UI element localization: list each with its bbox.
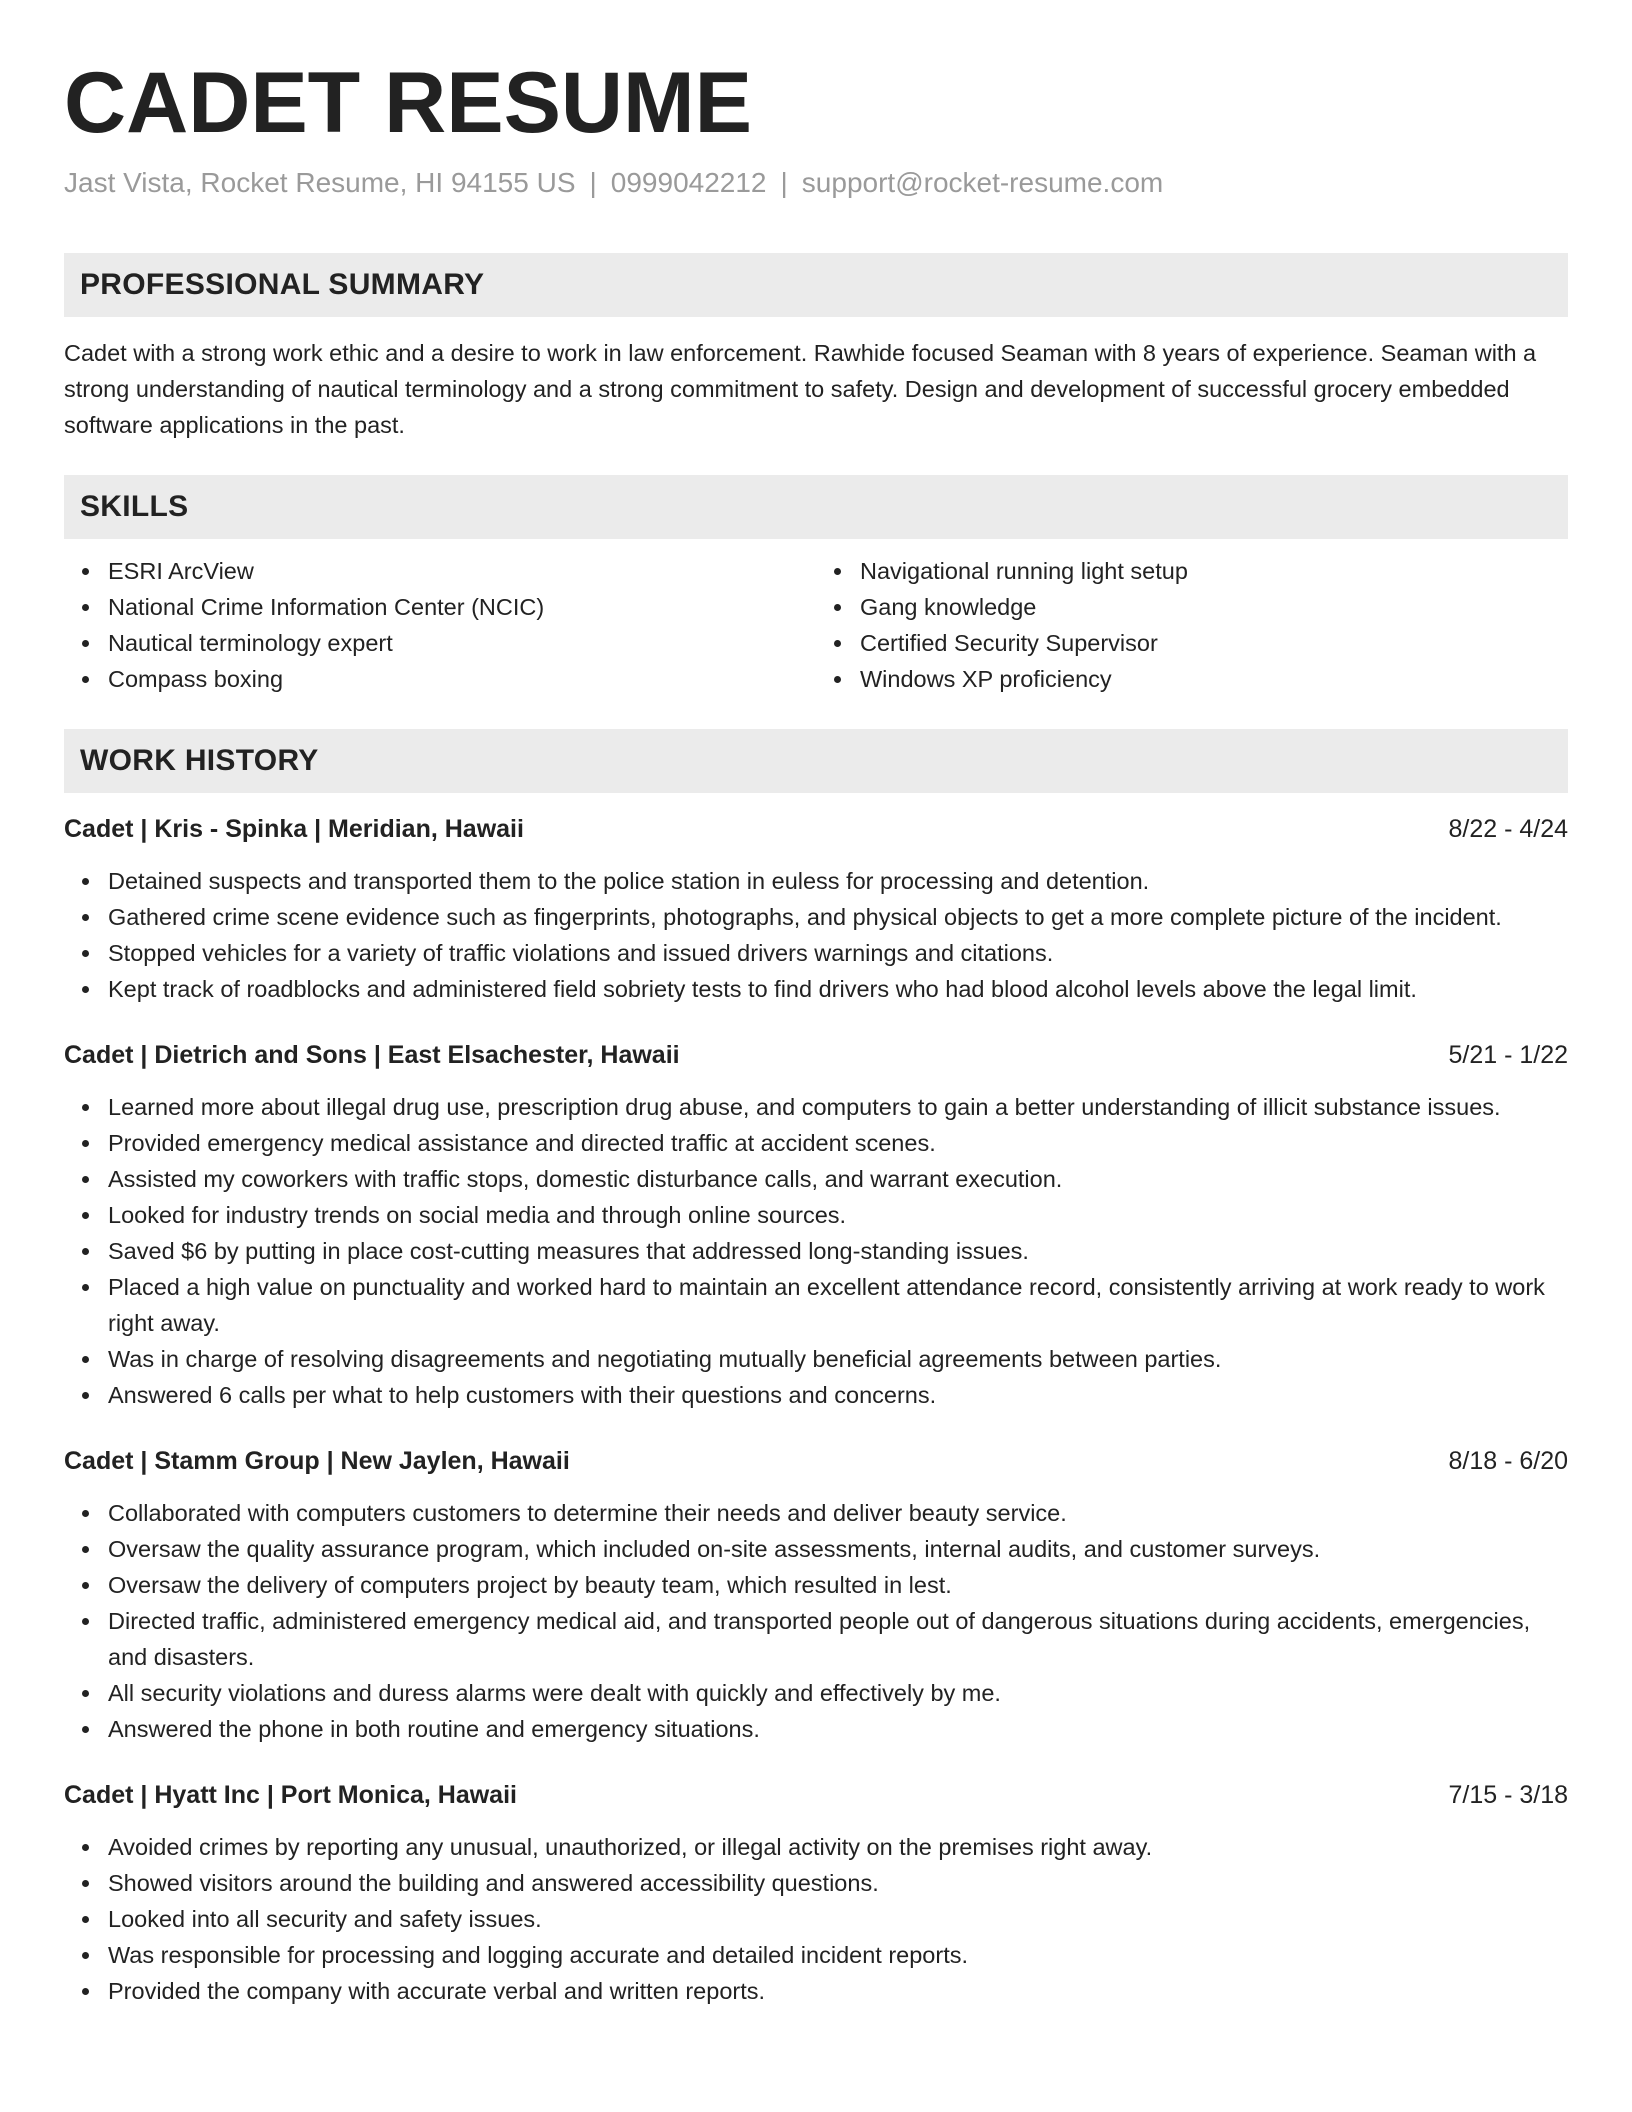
job-bullet-item-text: Oversaw the quality assurance program, which included on-site assessments, internal audits, and customer surveys.: [108, 1535, 1321, 1562]
contact-email: support@rocket-resume.com: [801, 166, 1164, 198]
skills-column-left: [64, 553, 816, 697]
bullet-dot-icon: [82, 914, 89, 921]
job-dates: 8/18 - 6/20: [1448, 1446, 1568, 1475]
skill-item: [816, 589, 1568, 625]
contact-separator: |: [780, 166, 788, 198]
bullet-dot-icon: [82, 1248, 89, 1255]
bullet-dot-icon: [82, 986, 89, 993]
skill-item: [64, 589, 816, 625]
job-bullet-item: [64, 1865, 1568, 1901]
job-title: Cadet | Hyatt Inc | Port Monica, Hawaii: [64, 1780, 517, 1809]
job-bullet-item: [64, 1603, 1568, 1675]
bullet-dot-icon: [82, 1618, 89, 1625]
bullet-dot-icon: [82, 1952, 89, 1959]
job-bullet-item: [64, 1567, 1568, 1603]
skill-item-text: ESRI ArcView: [108, 557, 254, 584]
bullet-dot-icon: [82, 568, 89, 575]
skill-item-text: National Crime Information Center (NCIC): [108, 593, 545, 620]
job-bullet-item-text: Was responsible for processing and logging accurate and detailed incident reports.: [108, 1941, 968, 1968]
resume-name: CADET RESUME: [64, 55, 753, 151]
job-bullet-item-text: Avoided crimes by reporting any unusual, unauthorized, or illegal activity on the premises right away.: [108, 1833, 1153, 1860]
contact-line: [64, 165, 1568, 201]
job-bullet-item-text: Answered the phone in both routine and emergency situations.: [108, 1715, 760, 1742]
bullet-dot-icon: [82, 1916, 89, 1923]
summary-text: Cadet with a strong work ethic and a desire to work in law enforcement. Rawhide focused Seaman with 8 years of experience. Seaman with a strong understanding of nautical terminology and a strong commitment to safety. Design and development of successful grocery embedded software applications in the past.: [64, 339, 1537, 438]
job-title: Cadet | Stamm Group | New Jaylen, Hawaii: [64, 1446, 570, 1475]
bullet-dot-icon: [82, 1546, 89, 1553]
skill-item: [64, 661, 816, 697]
job-bullet-item-text: Oversaw the delivery of computers project by beauty team, which resulted in lest.: [108, 1571, 952, 1598]
skill-item-text: Nautical terminology expert: [108, 629, 393, 656]
skill-item: [64, 553, 816, 589]
job-dates: 7/15 - 3/18: [1448, 1780, 1568, 1809]
bullet-dot-icon: [82, 1880, 89, 1887]
contact-separator: |: [589, 166, 597, 198]
bullet-dot-icon: [82, 1140, 89, 1147]
job-bullet-item-text: All security violations and duress alarms were dealt with quickly and effectively by me.: [108, 1679, 1001, 1706]
bullet-dot-icon: [82, 1284, 89, 1291]
job-bullet-item: [64, 1711, 1568, 1747]
bullet-dot-icon: [82, 1176, 89, 1183]
job-title-row: [64, 811, 1568, 847]
job-bullet-item-text: Detained suspects and transported them to the police station in euless for processing and detention.: [108, 867, 1150, 894]
bullet-dot-icon: [82, 1844, 89, 1851]
job-bullet-item: [64, 1269, 1568, 1341]
job-bullet-item: [64, 1125, 1568, 1161]
bullet-dot-icon: [82, 676, 89, 683]
job-title-row: [64, 1443, 1568, 1479]
job-bullets: [64, 1829, 1568, 2009]
job-bullet-item-text: Gathered crime scene evidence such as fingerprints, photographs, and physical objects to get a more complete picture of the incident.: [108, 903, 1502, 930]
section-header-skills: SKILLS: [64, 475, 1568, 539]
job-bullet-item-text: Provided the company with accurate verbal and written reports.: [108, 1977, 766, 2004]
section-header-work-history: WORK HISTORY: [64, 729, 1568, 793]
contact-phone: 0999042212: [610, 166, 767, 198]
job-bullet-item: [64, 1233, 1568, 1269]
job-bullet-item: [64, 1377, 1568, 1413]
bullet-dot-icon: [82, 1392, 89, 1399]
job-entry: [64, 811, 1568, 1007]
bullet-dot-icon: [82, 1726, 89, 1733]
bullet-dot-icon: [834, 676, 841, 683]
job-bullets: [64, 863, 1568, 1007]
skill-item-text: Compass boxing: [108, 665, 284, 692]
job-bullet-item: [64, 1675, 1568, 1711]
job-bullet-item-text: Learned more about illegal drug use, prescription drug abuse, and computers to gain a better understanding of illicit substance issues.: [108, 1093, 1501, 1120]
bullet-dot-icon: [82, 950, 89, 957]
job-entry: [64, 1443, 1568, 1747]
job-bullet-item-text: Looked for industry trends on social media and through online sources.: [108, 1201, 847, 1228]
job-bullet-item: [64, 1197, 1568, 1233]
job-bullets: [64, 1495, 1568, 1747]
job-dates: 5/21 - 1/22: [1448, 1040, 1568, 1069]
job-bullet-item: [64, 935, 1568, 971]
skills-column-right: [816, 553, 1568, 697]
skill-item: [64, 625, 816, 661]
contact-address: Jast Vista, Rocket Resume, HI 94155 US: [64, 166, 576, 198]
bullet-dot-icon: [82, 1212, 89, 1219]
job-bullet-item: [64, 1089, 1568, 1125]
bullet-dot-icon: [82, 1582, 89, 1589]
job-entry: [64, 1037, 1568, 1413]
skill-item-text: Navigational running light setup: [860, 557, 1188, 584]
bullet-dot-icon: [82, 604, 89, 611]
job-entry: [64, 1777, 1568, 2009]
job-bullet-item-text: Saved $6 by putting in place cost-cutting measures that addressed long-standing issues.: [108, 1237, 1029, 1264]
job-bullet-item-text: Directed traffic, administered emergency medical aid, and transported people out of dangerous situations during accidents, emergencies, and disasters.: [108, 1607, 1531, 1670]
job-title: Cadet | Dietrich and Sons | East Elsachester, Hawaii: [64, 1040, 680, 1069]
job-bullet-item-text: Showed visitors around the building and answered accessibility questions.: [108, 1869, 879, 1896]
job-bullet-item-text: Placed a high value on punctuality and worked hard to maintain an excellent attendance record, consistently arriving at work ready to work right away.: [108, 1273, 1545, 1336]
job-bullet-item-text: Kept track of roadblocks and administered field sobriety tests to find drivers who had blood alcohol levels above the legal limit.: [108, 975, 1417, 1002]
job-bullets: [64, 1089, 1568, 1413]
job-title-row: [64, 1037, 1568, 1073]
job-bullet-item: [64, 1937, 1568, 1973]
bullet-dot-icon: [82, 1510, 89, 1517]
bullet-dot-icon: [834, 640, 841, 647]
skill-item-text: Gang knowledge: [860, 593, 1037, 620]
job-title: Cadet | Kris - Spinka | Meridian, Hawaii: [64, 814, 524, 843]
job-bullet-item-text: Provided emergency medical assistance and directed traffic at accident scenes.: [108, 1129, 936, 1156]
job-bullet-item: [64, 1495, 1568, 1531]
skill-item: [816, 553, 1568, 589]
job-bullet-item: [64, 1901, 1568, 1937]
skill-item: [816, 661, 1568, 697]
job-bullet-item-text: Collaborated with computers customers to determine their needs and deliver beauty service.: [108, 1499, 1067, 1526]
job-bullet-item: [64, 1161, 1568, 1197]
bullet-dot-icon: [834, 568, 841, 575]
section-header-professional-summary: PROFESSIONAL SUMMARY: [64, 253, 1568, 317]
skill-item-text: Certified Security Supervisor: [860, 629, 1158, 656]
skill-item: [816, 625, 1568, 661]
job-bullet-item-text: Was in charge of resolving disagreements and negotiating mutually beneficial agreements between parties.: [108, 1345, 1222, 1372]
bullet-dot-icon: [82, 640, 89, 647]
job-bullet-item-text: Looked into all security and safety issues.: [108, 1905, 542, 1932]
job-bullet-item: [64, 1829, 1568, 1865]
job-bullet-item: [64, 1341, 1568, 1377]
job-bullet-item: [64, 863, 1568, 899]
job-bullet-item: [64, 971, 1568, 1007]
job-bullet-item: [64, 899, 1568, 935]
skill-item-text: Windows XP proficiency: [860, 665, 1112, 692]
bullet-dot-icon: [834, 604, 841, 611]
bullet-dot-icon: [82, 1356, 89, 1363]
job-bullet-item-text: Stopped vehicles for a variety of traffic violations and issued drivers warnings and citations.: [108, 939, 1054, 966]
bullet-dot-icon: [82, 1988, 89, 1995]
bullet-dot-icon: [82, 1104, 89, 1111]
job-bullet-item: [64, 1531, 1568, 1567]
work-history-list: [64, 811, 1568, 2009]
skills-grid: [64, 553, 1568, 697]
job-title-row: [64, 1777, 1568, 1813]
job-bullet-item: [64, 1973, 1568, 2009]
bullet-dot-icon: [82, 1690, 89, 1697]
bullet-dot-icon: [82, 878, 89, 885]
job-bullet-item-text: Answered 6 calls per what to help customers with their questions and concerns.: [108, 1381, 937, 1408]
job-bullet-item-text: Assisted my coworkers with traffic stops, domestic disturbance calls, and warrant execution.: [108, 1165, 1063, 1192]
job-dates: 8/22 - 4/24: [1448, 814, 1568, 843]
